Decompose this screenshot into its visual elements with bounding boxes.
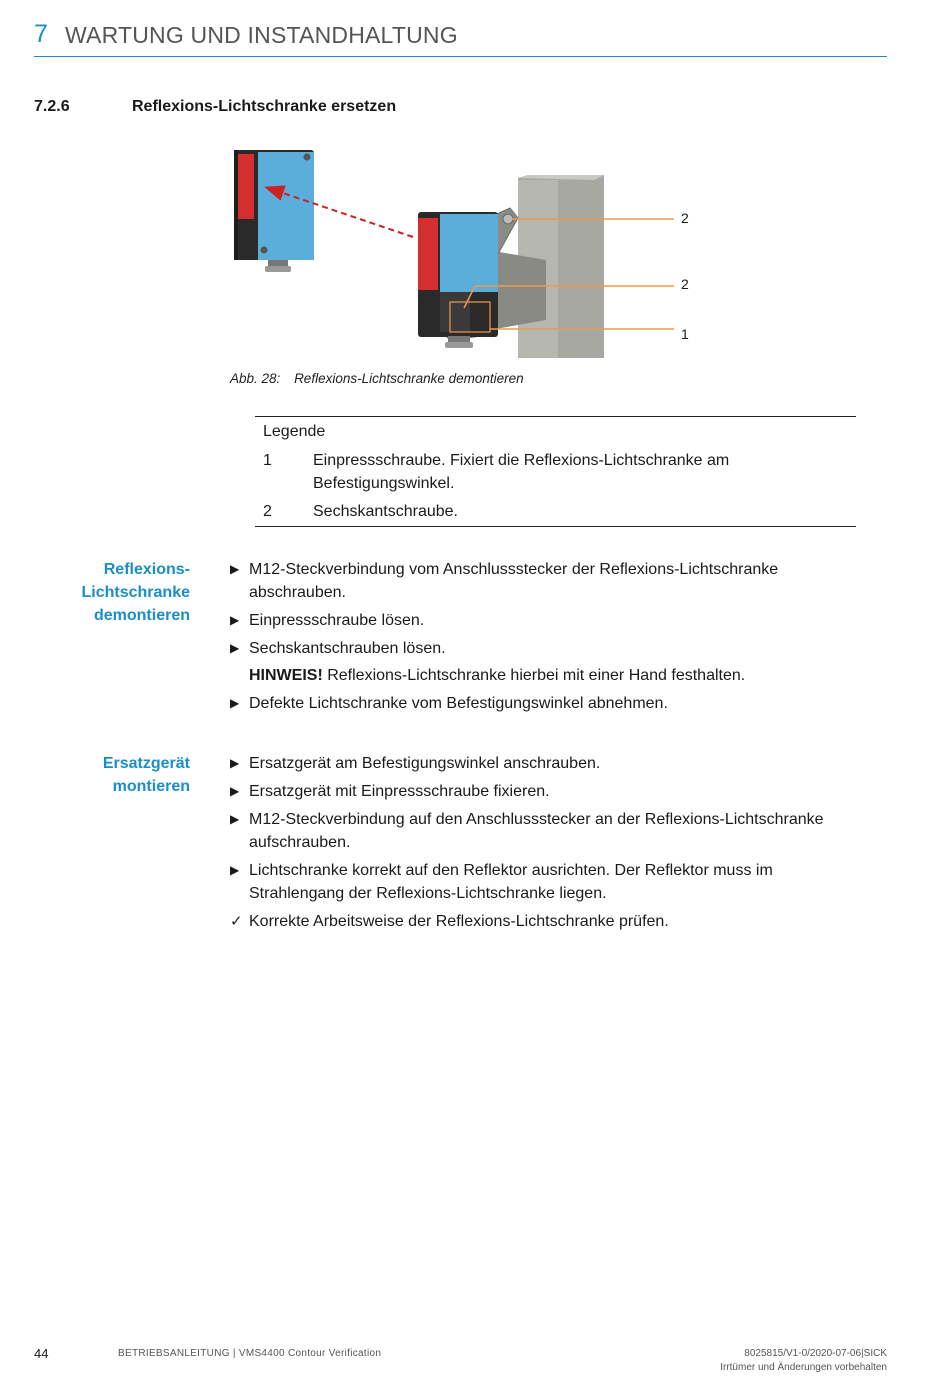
callout-label: 2 — [681, 210, 689, 226]
legend-number: 2 — [263, 503, 272, 520]
bullet-triangle-icon: ▶ — [230, 784, 240, 798]
note-text: Reflexions-Lichtschranke hierbei mit einer Hand festhalten. — [322, 667, 746, 684]
step-text: Defekte Lichtschranke vom Befestigungswinkel abnehmen. — [249, 695, 668, 712]
footer-product: VMS4400 Contour Verification — [238, 1348, 382, 1359]
chapter-title: WARTUNG UND INSTANDHALTUNG — [65, 22, 458, 48]
legend-title: Legende — [263, 423, 326, 440]
checkmark-icon: ✓ — [230, 913, 243, 930]
figure-caption-text: Reflexions-Lichtschranke demontieren — [294, 371, 524, 386]
legend-text: Sechskantschraube. — [313, 503, 458, 520]
page-number: 44 — [34, 1346, 49, 1361]
list-item — [230, 692, 860, 715]
list-item — [230, 859, 860, 905]
bullet-triangle-icon: ▶ — [230, 812, 240, 826]
figure-caption-label: Abb. 28: — [230, 371, 281, 386]
legend-row — [263, 500, 843, 523]
legend-number: 1 — [263, 452, 272, 469]
callout-label: 1 — [681, 326, 689, 342]
step-note — [230, 664, 860, 687]
footer-doc-type: BETRIEBSANLEITUNG — [118, 1348, 230, 1359]
step-text: Ersatzgerät am Befestigungswinkel anschrauben. — [249, 755, 601, 772]
list-item — [230, 808, 860, 854]
list-item — [230, 780, 860, 803]
step-text: M12-Steckverbindung auf den Anschlussstecker an der Reflexions-Lichtschranke aufschrauben. — [249, 811, 824, 851]
section-number: 7.2.6 — [34, 98, 70, 115]
bullet-triangle-icon: ▶ — [230, 613, 240, 627]
block-label-demontieren: Reflexions- Lichtschranke demontieren — [81, 561, 190, 624]
bullet-triangle-icon: ▶ — [230, 756, 240, 770]
list-item — [230, 752, 860, 775]
footer-disclaimer: Irrtümer und Änderungen vorbehalten — [720, 1362, 887, 1373]
install-steps — [230, 752, 860, 933]
footer-doc-info — [118, 1348, 381, 1359]
detached-sensor-drawing — [234, 150, 314, 272]
section-title: Reflexions-Lichtschranke ersetzen — [132, 98, 397, 115]
step-text: Sechskantschrauben lösen. — [249, 640, 446, 657]
step-text: Einpressschraube lösen. — [249, 612, 425, 629]
sensor-removal-illustration — [228, 140, 708, 365]
bullet-triangle-icon: ▶ — [230, 863, 240, 877]
figure-caption — [230, 371, 524, 386]
step-text: Lichtschranke korrekt auf den Reflektor ausrichten. Der Reflektor muss im Strahlengang der Reflexions-Lichtschranke liegen. — [249, 862, 773, 902]
list-item — [230, 558, 860, 604]
footer-doc-id: 8025815/V1-0/2020-07-06|SICK — [744, 1348, 887, 1359]
block-label-montieren: Ersatzgerät montieren — [102, 755, 190, 795]
header-divider — [34, 56, 887, 57]
step-text: Korrekte Arbeitsweise der Reflexions-Lichtschranke prüfen. — [249, 913, 669, 930]
bullet-triangle-icon: ▶ — [230, 562, 240, 576]
list-item — [230, 609, 860, 632]
callout-label: 2 — [681, 276, 689, 292]
list-item — [230, 910, 860, 933]
bullet-triangle-icon: ▶ — [230, 696, 240, 710]
step-text: M12-Steckverbindung vom Anschlussstecker der Reflexions-Lichtschranke abschrauben. — [249, 561, 779, 601]
removal-steps — [230, 558, 860, 715]
step-text: Ersatzgerät mit Einpressschraube fixieren. — [249, 783, 550, 800]
mounted-sensor-drawing — [418, 212, 498, 348]
legend-table — [255, 416, 856, 527]
note-label: HINWEIS! — [249, 667, 323, 684]
list-item — [230, 637, 860, 660]
footer-separator: | — [229, 1348, 239, 1359]
bullet-triangle-icon: ▶ — [230, 641, 240, 655]
chapter-number: 7 — [34, 20, 48, 48]
legend-text: Einpressschraube. Fixiert die Reflexions-Lichtschranke am Befestigungswinkel. — [313, 452, 730, 492]
legend-row — [263, 449, 843, 495]
